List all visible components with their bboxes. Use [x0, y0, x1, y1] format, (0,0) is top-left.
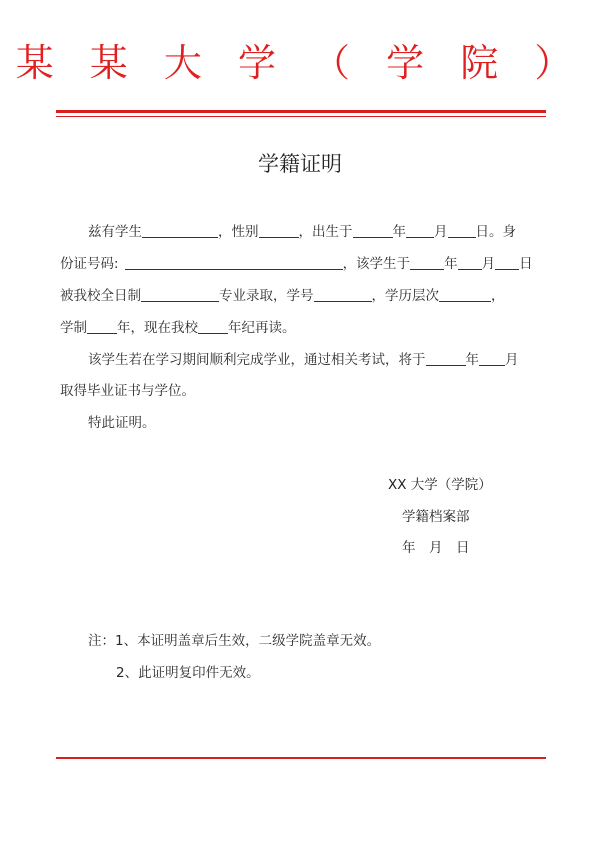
fill-blank-degree-level: [439, 286, 491, 302]
fill-blank-enroll-year: [410, 254, 444, 270]
note-2: 2、此证明复印件无效。: [116, 665, 260, 681]
paragraph-line-3: [60, 286, 505, 306]
fill-blank-birth-year: [353, 222, 393, 238]
fill-blank-gender: [259, 222, 299, 238]
fill-blank-current-year: [198, 318, 228, 334]
text: ，出生于: [298, 224, 353, 240]
fill-blank-grad-month: [479, 350, 505, 366]
text: 日: [519, 256, 533, 272]
text: 特此证明。: [88, 415, 156, 431]
text: 取得毕业证书与学位。: [60, 383, 195, 399]
fill-blank-id-number: [125, 254, 343, 270]
text: ，: [491, 288, 505, 304]
footer-rule: [56, 757, 546, 759]
text: ，该学生于: [342, 256, 411, 272]
paragraph-line-1: [88, 222, 516, 242]
text: 日。身: [475, 224, 516, 240]
fill-blank-name: [142, 222, 218, 238]
fill-blank-major: [141, 286, 219, 302]
document-title: 学籍证明: [258, 152, 342, 176]
text: 专业录取，学号: [219, 288, 314, 304]
fill-blank-birth-month: [406, 222, 434, 238]
fill-blank-duration: [87, 318, 117, 334]
text: ，学历层次: [371, 288, 439, 304]
text: ，性别: [218, 224, 259, 240]
paragraph-line-5: [88, 350, 519, 370]
paragraph-line-2: [60, 254, 533, 274]
text: 兹有学生: [88, 224, 142, 240]
closing-statement: [88, 413, 156, 433]
signature-school: XX 大学（学院）: [388, 477, 492, 493]
text: 月: [434, 224, 448, 240]
note-1: 注：1、本证明盖章后生效，二级学院盖章无效。: [88, 633, 381, 649]
text: 年: [444, 256, 458, 272]
paragraph-line-6: [60, 381, 195, 401]
text: 被我校全日制: [60, 288, 141, 304]
text: 月: [505, 352, 519, 368]
text: 年: [465, 352, 479, 368]
text: 年: [392, 224, 406, 240]
text: 年，现在我校: [117, 320, 198, 336]
text: 月: [481, 256, 496, 272]
fill-blank-grad-year: [426, 350, 466, 366]
text: 年纪再读。: [228, 320, 296, 336]
fill-blank-student-id: [314, 286, 372, 302]
institution-header: 某 某 大 学 （ 学 院 ）: [15, 41, 585, 85]
paragraph-line-4: [60, 318, 296, 338]
signature-department: 学籍档案部: [402, 509, 470, 525]
fill-blank-enroll-day: [495, 254, 519, 270]
text: 份证号码:: [60, 256, 119, 272]
signature-date: 年 月 日: [402, 540, 470, 556]
text: 学制: [60, 320, 87, 336]
fill-blank-enroll-month: [458, 254, 482, 270]
header-rule-thick: [56, 110, 546, 113]
fill-blank-birth-day: [448, 222, 476, 238]
text: 该学生若在学习期间顺利完成学业，通过相关考试，将于: [88, 352, 426, 368]
header-rule-thin: [56, 116, 546, 117]
